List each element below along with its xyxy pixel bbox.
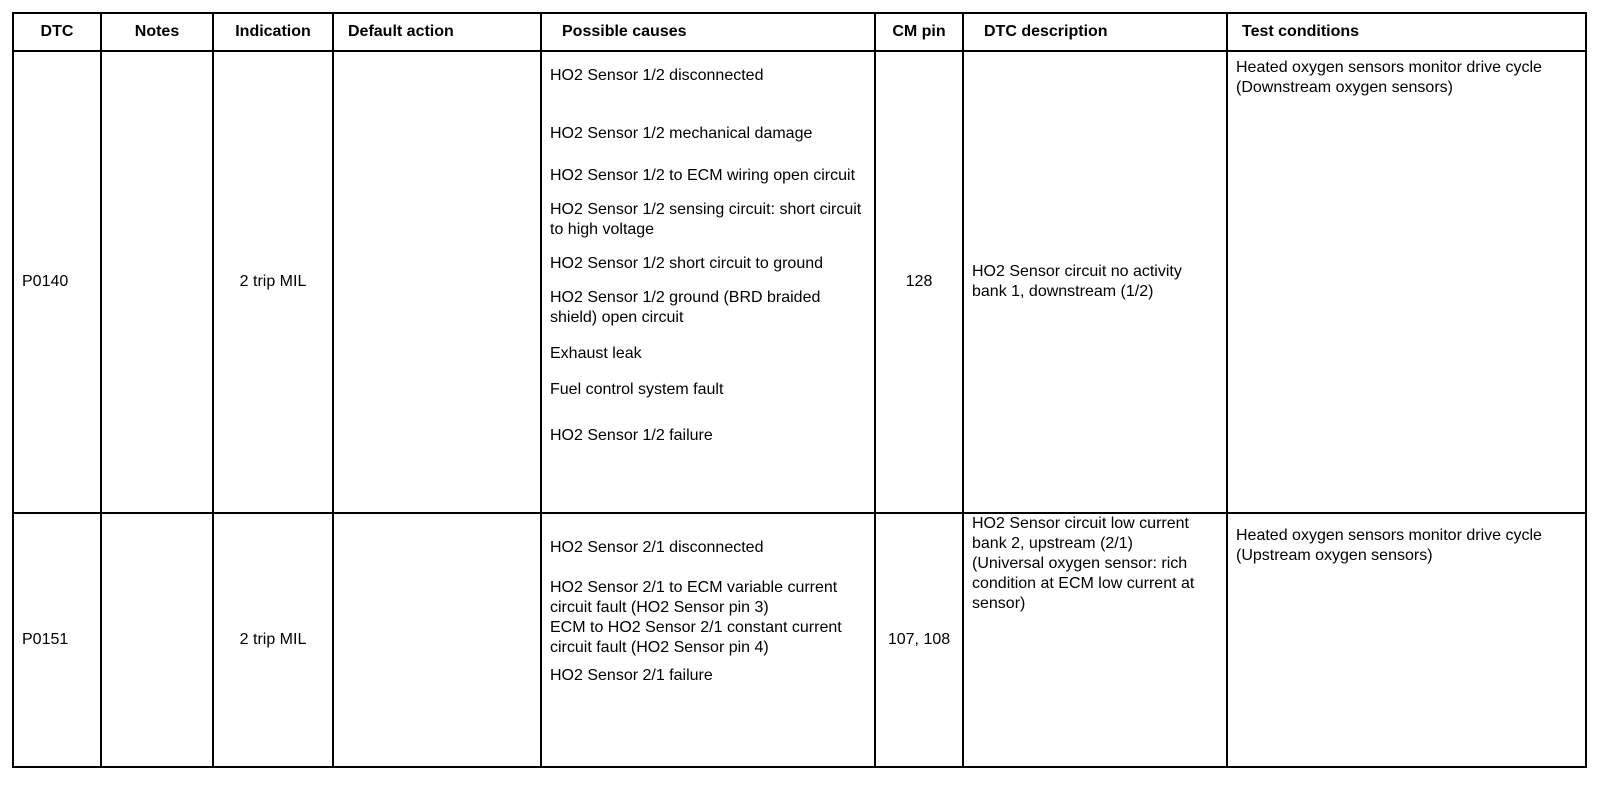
header-row [13,13,1586,51]
dtc-description-cell [963,51,1227,513]
header-test-conditions: Test conditions [1227,13,1586,51]
possible-cause: HO2 Sensor 1/2 sensing circuit: short circuit to high voltage [550,201,862,238]
test-conditions-text: Heated oxygen sensors monitor drive cycle (Upstream oxygen sensors) [1236,527,1542,564]
header-indication: Indication [213,13,333,51]
test-conditions-text: Heated oxygen sensors monitor drive cycle (Downstream oxygen sensors) [1236,59,1542,96]
dtc-description-text: HO2 Sensor circuit low current bank 2, upstream (2/1) [972,515,1189,552]
possible-cause: HO2 Sensor 2/1 to ECM variable current circuit fault (HO2 Sensor pin 3) [550,579,838,616]
dtc-document [12,12,1587,768]
notes-cell [101,513,213,767]
possible-cause: HO2 Sensor 1/2 mechanical damage [550,125,813,142]
possible-cause: HO2 Sensor 1/2 short circuit to ground [550,255,824,272]
possible-cause: Fuel control system fault [550,381,724,398]
header-dtc: DTC [13,13,101,51]
table-row [13,513,1586,767]
header-notes: Notes [101,13,213,51]
cm-pin-cell: 128 [875,51,963,513]
possible-causes-list [550,514,866,686]
possible-cause: HO2 Sensor 1/2 disconnected [550,67,764,84]
possible-causes-cell [541,513,875,767]
possible-cause: ECM to HO2 Sensor 2/1 constant current circuit fault (HO2 Sensor pin 4) [550,619,842,656]
dtc-table [12,12,1587,768]
possible-cause: HO2 Sensor 1/2 to ECM wiring open circuit [550,167,856,184]
dtc-description-cell [963,513,1227,767]
possible-cause: HO2 Sensor 2/1 failure [550,667,713,684]
notes-cell [101,51,213,513]
header-cm-pin: CM pin [875,13,963,51]
possible-cause: HO2 Sensor 2/1 disconnected [550,539,764,556]
table-row [13,51,1586,513]
dtc-description-note: (Universal oxygen sensor: rich condition at ECM low current at sensor) [972,555,1195,612]
possible-cause: HO2 Sensor 1/2 failure [550,427,713,444]
possible-causes-list [550,52,866,446]
test-conditions-cell [1227,51,1586,513]
cm-pin-cell: 107, 108 [875,513,963,767]
dtc-code: P0151 [13,513,101,767]
header-possible-causes: Possible causes [541,13,875,51]
possible-cause: HO2 Sensor 1/2 ground (BRD braided shield) open circuit [550,289,821,326]
dtc-description-text: HO2 Sensor circuit no activity bank 1, downstream (1/2) [972,263,1182,300]
indication-cell: 2 trip MIL [213,513,333,767]
possible-cause: Exhaust leak [550,345,642,362]
possible-causes-cell [541,51,875,513]
dtc-code: P0140 [13,51,101,513]
header-dtc-description: DTC description [963,13,1227,51]
default-action-cell [333,513,541,767]
default-action-cell [333,51,541,513]
indication-cell: 2 trip MIL [213,51,333,513]
test-conditions-cell [1227,513,1586,767]
header-default-action: Default action [333,13,541,51]
